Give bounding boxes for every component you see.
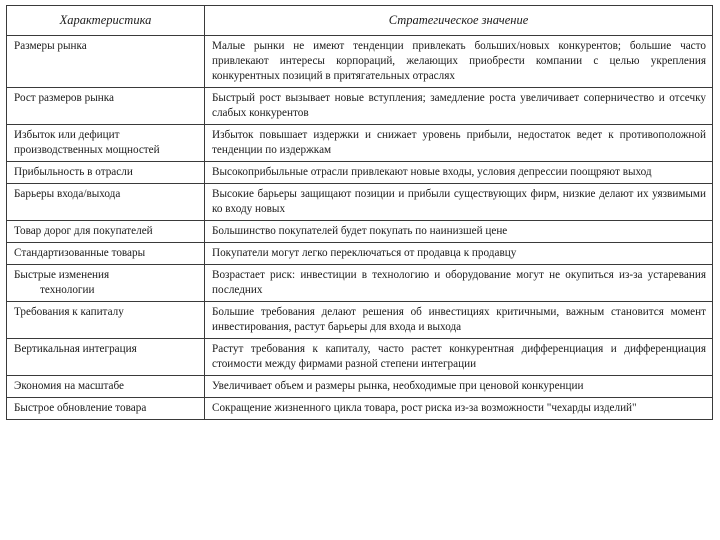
characteristic-cell: Вертикальная интеграция xyxy=(7,339,205,376)
table-header-row xyxy=(7,6,713,36)
header-characteristic: Характеристика xyxy=(7,6,205,36)
strategic-value-cell: Быстрый рост вызывает новые вступления; замедление роста увеличивает соперничество и отсечку слабых конкурентов xyxy=(205,88,713,125)
table-row xyxy=(7,398,713,420)
strategic-value-cell: Большие требования делают решения об инвестициях критичными, важным становится момент инвестирования, растут барьеры для входа и выхода xyxy=(205,302,713,339)
table-row xyxy=(7,339,713,376)
table-row xyxy=(7,162,713,184)
characteristic-cell: Размеры рынка xyxy=(7,36,205,88)
characteristic-cell: Стандартизованные товары xyxy=(7,243,205,265)
strategic-value-cell: Избыток повышает издержки и снижает уровень прибыли, недостаток ведет к противоположной тенденции по издержкам xyxy=(205,125,713,162)
characteristic-cell: Барьеры входа/выхода xyxy=(7,184,205,221)
strategic-value-cell: Высокоприбыльные отрасли привлекают новые входы, условия депрессии поощряют выход xyxy=(205,162,713,184)
header-strategic-value: Стратегическое значение xyxy=(205,6,713,36)
characteristic-cell xyxy=(7,265,205,302)
table-row xyxy=(7,125,713,162)
strategy-table xyxy=(6,5,713,420)
strategic-value-cell: Большинство покупателей будет покупать по наинизшей цене xyxy=(205,221,713,243)
table-row xyxy=(7,376,713,398)
table-row xyxy=(7,184,713,221)
strategic-value-cell: Малые рынки не имеют тенденции привлекать больших/новых конкурентов; большие часто привлекают интересы корпораций, желающих приобрести компании с целью укрепления конкурентных позиций в притягательных отраслях xyxy=(205,36,713,88)
strategic-value-cell: Возрастает риск: инвестиции в технологию и оборудование могут не окупиться из-за устаревания последних xyxy=(205,265,713,302)
characteristic-cell: Избыток или дефицит производственных мощностей xyxy=(7,125,205,162)
characteristic-cell: Быстрое обновление товара xyxy=(7,398,205,420)
strategic-value-cell: Покупатели могут легко переключаться от продавца к продавцу xyxy=(205,243,713,265)
strategic-value-cell: Высокие барьеры защищают позиции и прибыли существующих фирм, низкие делают их уязвимыми ко входу новых xyxy=(205,184,713,221)
strategic-value-cell: Растут требования к капиталу, часто растет конкурентная дифференциация и дифференциация стоимости между фирмами разной степени интеграции xyxy=(205,339,713,376)
characteristic-line: Быстрые изменения xyxy=(14,269,110,281)
table-row xyxy=(7,265,713,302)
characteristic-cell: Товар дорог для покупателей xyxy=(7,221,205,243)
table-row xyxy=(7,302,713,339)
characteristic-line: технологии xyxy=(40,284,95,296)
table-row xyxy=(7,36,713,88)
table-row xyxy=(7,221,713,243)
characteristic-cell: Требования к капиталу xyxy=(7,302,205,339)
strategic-value-cell: Сокращение жизненного цикла товара, рост риска из-за возможности "чехарды изделий" xyxy=(205,398,713,420)
characteristic-cell: Экономия на масштабе xyxy=(7,376,205,398)
table-row xyxy=(7,88,713,125)
strategic-value-cell: Увеличивает объем и размеры рынка, необходимые при ценовой конкуренции xyxy=(205,376,713,398)
table-row xyxy=(7,243,713,265)
characteristic-cell: Рост размеров рынка xyxy=(7,88,205,125)
characteristic-cell: Прибыльность в отрасли xyxy=(7,162,205,184)
